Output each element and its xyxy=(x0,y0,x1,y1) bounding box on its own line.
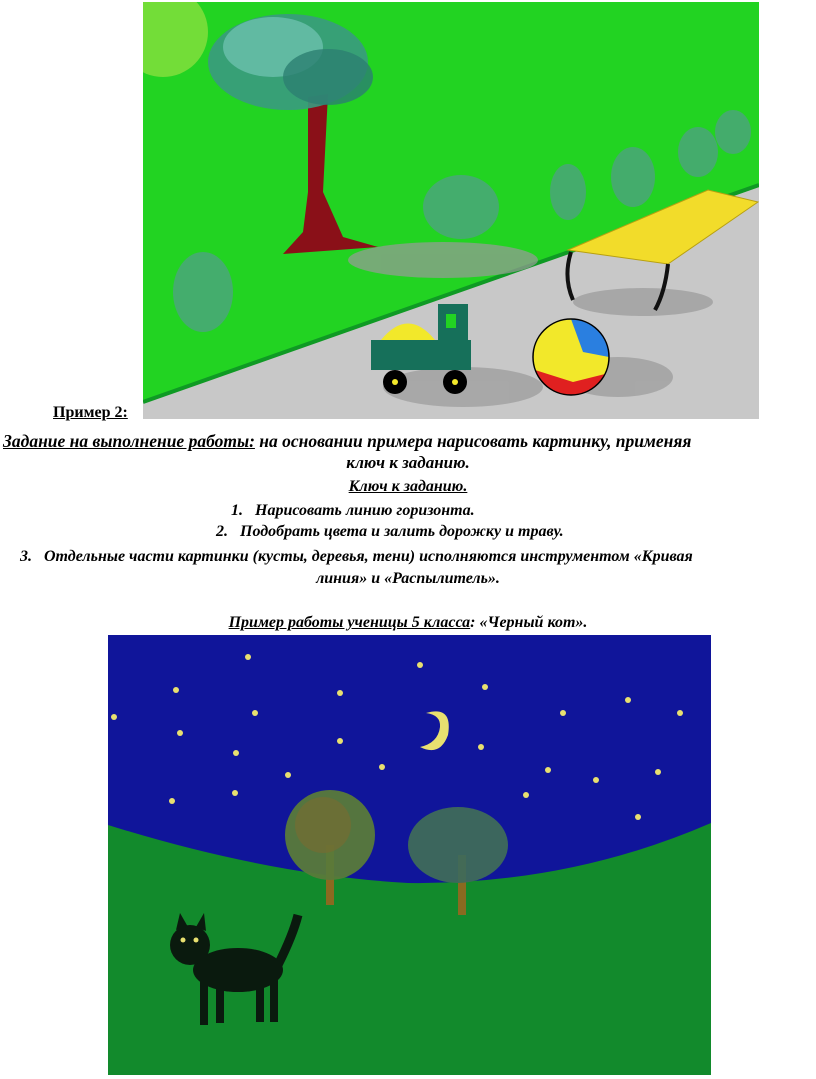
ball xyxy=(533,319,609,395)
task-text-cont: ключ к заданию. xyxy=(346,453,470,472)
black-cat-drawing xyxy=(108,635,711,1075)
key-step-cont: линия» и «Распылитель». xyxy=(316,570,500,587)
caption-rest: : «Черный кот». xyxy=(470,614,588,631)
key-step: 2. Подобрать цвета и залить дорожку и траву. xyxy=(216,523,564,540)
example-label: Пример 2: xyxy=(53,404,128,421)
key-title: Ключ к заданию. xyxy=(348,478,468,495)
task-body: на основании примера нарисовать картинку, применяя xyxy=(254,431,692,451)
task-text xyxy=(3,431,816,452)
task-lead: Задание на выполнение работы: xyxy=(3,431,255,451)
key-step: 3. Отдельные части картинки (кусты, деревья, тени) исполняются инструментом «Кривая xyxy=(20,548,693,565)
example-caption xyxy=(0,614,816,632)
park-drawing xyxy=(143,2,759,419)
caption-lead: Пример работы ученицы 5 класса xyxy=(228,614,471,631)
key-step: 1. Нарисовать линию горизонта. xyxy=(231,502,475,519)
